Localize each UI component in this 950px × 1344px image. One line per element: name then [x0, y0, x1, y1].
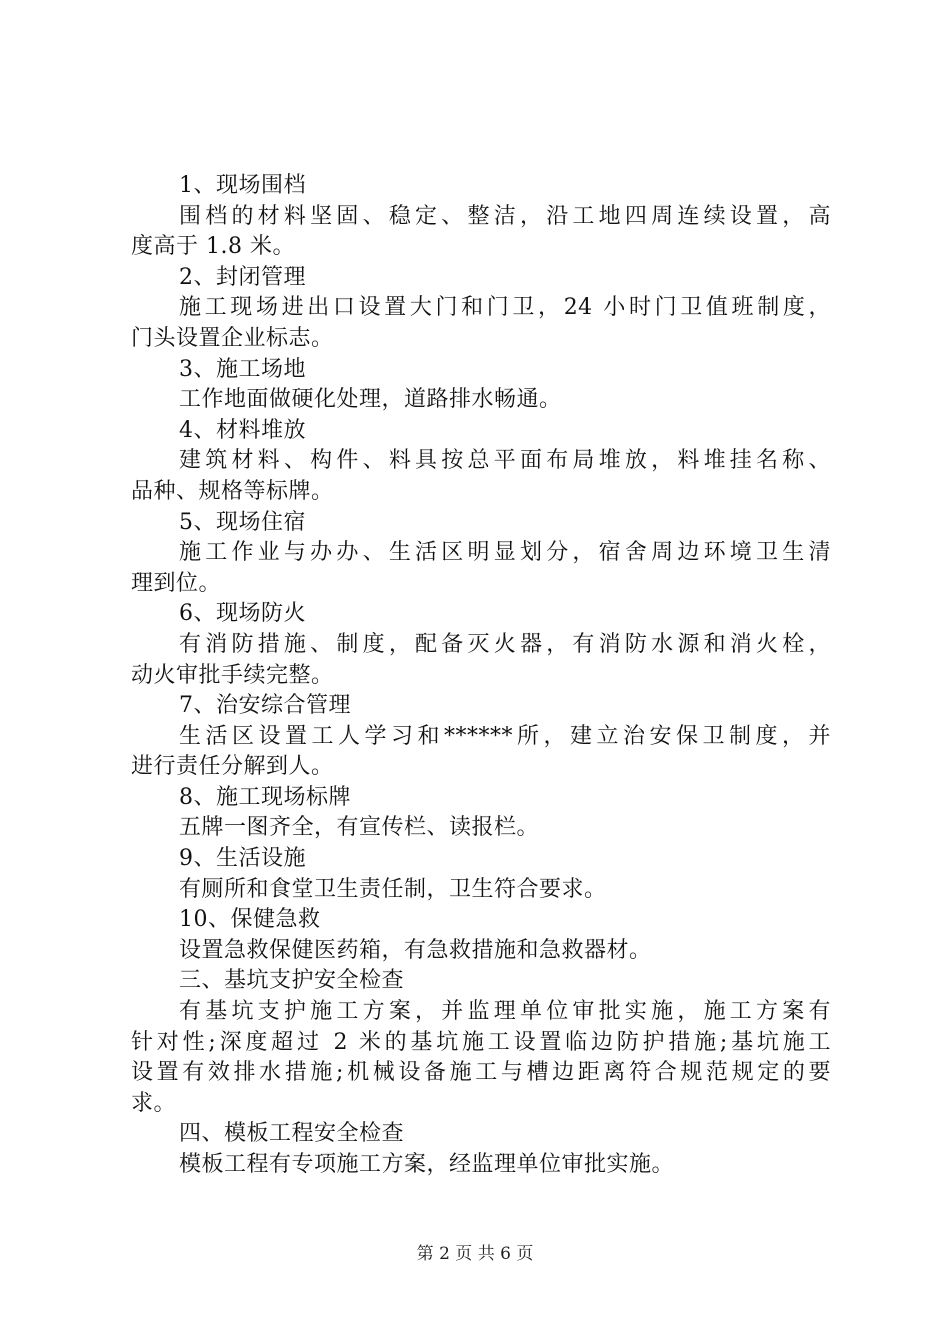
text-line: 门头设置企业标志。	[131, 325, 334, 351]
text-line: 求。	[131, 1090, 177, 1116]
text-line: 建筑材料、构件、料具按总平面布局堆放，料堆挂名称、	[179, 448, 831, 474]
text-line: 7、治安综合管理	[179, 693, 351, 719]
text-line: 五牌一图齐全，有宣传栏、读报栏。	[179, 815, 540, 841]
document-body	[131, 171, 831, 1181]
text-line: 模板工程有专项施工方案，经监理单位审批实施。	[179, 1152, 675, 1177]
text-line: 9、生活设施	[179, 846, 306, 872]
text-line: 10、保健急救	[179, 907, 321, 933]
text-line: 施工现场进出口设置大门和门卫，24 小时门卫值班制度，	[179, 295, 831, 321]
text-line: 生活区设置工人学习和******所，建立治安保卫制度，并	[179, 723, 831, 749]
text-line: 四、模板工程安全检查	[179, 1121, 405, 1147]
text-line: 品种、规格等标牌。	[131, 478, 334, 504]
text-line: 理到位。	[131, 570, 222, 596]
text-line: 5、现场住宿	[179, 509, 306, 535]
text-line: 针对性;深度超过 2 米的基坑施工设置临边防护措施;基坑施工	[131, 1029, 831, 1055]
text-line: 2、封闭管理	[179, 264, 306, 290]
text-line: 有厕所和食堂卫生责任制，卫生符合要求。	[179, 876, 607, 902]
text-line: 度高于 1.8 米。	[131, 234, 295, 260]
text-line: 8、施工现场标牌	[179, 784, 351, 810]
text-line: 动火审批手续完整。	[131, 662, 334, 688]
text-line: 围档的材料坚固、稳定、整洁，沿工地四周连续设置，高	[179, 203, 831, 229]
text-line: 三、基坑支护安全检查	[179, 968, 405, 994]
text-line: 施工作业与办办、生活区明显划分，宿舍周边环境卫生清	[179, 540, 831, 566]
text-line: 有基坑支护施工方案，并监理单位审批实施，施工方案有	[179, 999, 831, 1025]
text-line: 4、材料堆放	[179, 417, 306, 443]
text-line: 进行责任分解到人。	[131, 754, 334, 780]
text-line: 工作地面做硬化处理，道路排水畅通。	[179, 387, 562, 413]
text-line: 3、施工场地	[179, 356, 306, 382]
text-line: 设置有效排水措施;机械设备施工与槽边距离符合规范规定的要	[131, 1060, 831, 1086]
text-line: 设置急救保健医药箱，有急救措施和急救器材。	[179, 937, 652, 963]
page-footer: 第 2 页 共 6 页	[416, 1244, 534, 1264]
text-line: 1、现场围档	[179, 173, 306, 198]
text-line: 有消防措施、制度，配备灭火器，有消防水源和消火栓，	[179, 631, 831, 657]
text-line: 6、现场防火	[179, 601, 306, 627]
